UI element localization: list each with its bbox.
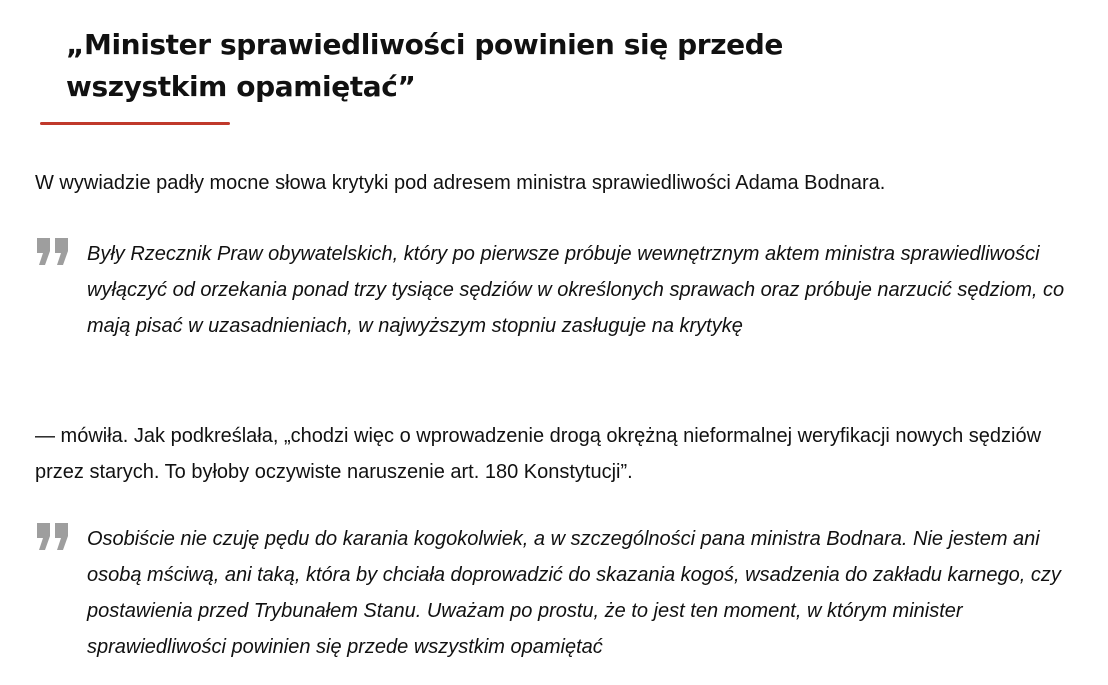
article-paragraph: W wywiadzie padły mocne słowa krytyki pod adresem ministra sprawiedliwości Adama Bodnara.	[35, 172, 886, 194]
quote-text: Były Rzecznik Praw obywatelskich, który po pierwsze próbuje wewnętrznym aktem ministra sprawiedliwości wyłączyć od orzekania ponad trzy tysiące sędziów w określonych sprawach oraz próbuje narzucić sędziom, co mają pisać w uzasadnieniach, w najwyższym stopniu zasługuje na krytykę	[87, 243, 1065, 337]
article-heading: „Minister sprawiedliwości powinien się przede wszystkim opamiętać”	[66, 28, 783, 103]
blockquote	[35, 236, 1095, 344]
quote-icon	[35, 236, 71, 268]
blockquote	[35, 521, 1095, 665]
heading-underline	[40, 122, 230, 125]
article-paragraph: — mówiła. Jak podkreślała, „chodzi więc o wprowadzenie drogą okrężną nieformalnej weryfikacji nowych sędziów przez starych. To byłoby oczywiste naruszenie art. 180 Konstytucji”.	[35, 425, 1042, 483]
quote-icon	[35, 521, 71, 553]
quote-text: Osobiście nie czuję pędu do karania kogokolwiek, a w szczególności pana ministra Bodnara. Nie jestem ani osobą mściwą, ani taką, która by chciała doprowadzić do skazania kogoś, wsadzenia do zakładu karnego, czy postawienia przed Trybunałem Stanu. Uważam po prostu, że to jest ten moment, w którym minister sprawiedliwości powinien się przede wszystkim opamiętać	[87, 528, 1061, 658]
